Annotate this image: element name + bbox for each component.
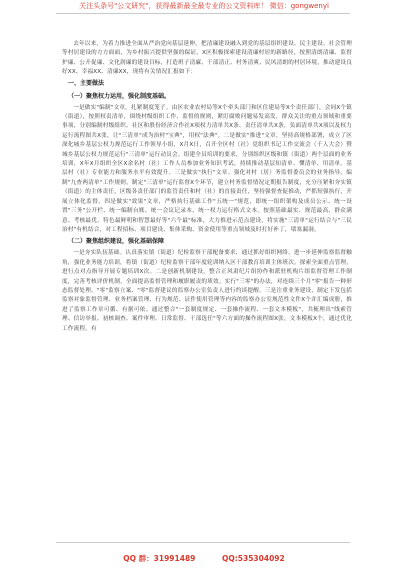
qq-group-number: QQ 群：31991489 (123, 554, 196, 563)
subsection-organization-paragraph: 一是夯实队伍基础。认真落实镇（街道）纪检监察干部配备要求，通过抓好组织网络，进一步延伸监察监督触角，强化业务能力培训，将镇（街道）纪检监察干部年度轮训纳入区干部教育培训主体班次。探索全面重点管理，进行点对点指导开展专题培训X次。二是创新机制建设。整合正风肃纪片组协作和派驻机构片组监督管理工作制度，完善考核评价机制，全面提高监督管理和履职履责的质效。实行"三零"的办法，对连续三个月"零"报告一种形态监督处理、"零"监察立案、"零"监督建议的监察办公室负责人进行约谈提醒。三是注重业务建设，制定下发包括监察对象监督管理、业务档案管理、行为规范、证件使用管理等内容的监察办公室规范性文件X个并汇编成册，推进了监察工作章可循、有据可依。通过整合"一套制度规定、一套操作流程、一套文本模板"，共梳理出"线索管理、信访举报、初核调查、案件审理、日常监督、干部选任"等六方面的操作流程图X张，文本模板X个，通过优化工作流程，有 (62, 250, 352, 332)
qq-contact-number: QQ:535304092 (222, 554, 285, 563)
intro-paragraph: 去年以来，为着力推进全面从严治党向基层延伸，把清廉建设融入到党的基层组织建设、民主建设、社会管理等村居建设的方方面面，为乡村振兴提供坚强的保证，X区积极探索建设清廉村居的新路径，按照清朗清廉、监督护廉、公开促廉、文化润廉的建设目标，打造班子清廉、干部清正、村务清爽、民风清朗的村居环境，推动建设良好XX、幸福XX、清廉XX，现将有关情况汇报如下： (62, 41, 352, 76)
contact-footer (0, 553, 408, 564)
subsection-heading-organization: （二）聚焦组织建设，强化基础保障 (68, 238, 165, 246)
section-heading-main-practices: 一、主要做法 (68, 79, 105, 87)
header-divider (56, 13, 350, 14)
footer-divider (56, 542, 350, 543)
document-body (62, 40, 352, 540)
promo-banner: 关注头条号"公文研究"，获得最新最全最专业的公文资料库！ 微信：gongwenyi (79, 2, 329, 10)
subsection-heading-power: （一）聚焦权力运用，强化制度基础。 (68, 92, 171, 100)
subsection-power-paragraph: 一是做实"编制"文章，扎紧制度笼子。由区农业农村局等X个牵头部门和区住建局等X个责任部门，会同X个镇（街道），按照权责清单，围绕村级组织工作、监督的规则，紧盯腐败问题易发高发，群众关注的重点领域和重要事项，分别编制村级组织、社区和股份经济合作社X项权力清单共X条、责任清单共X条，负面清单共X项以及权力运行流程图共X张，让"三清单"成为治村"宝典"，用权"法典"。二是做实"推进"文章，坚持高规格部署，成立了区深化城乡基层公权力规范运行工作领导小组，X月X日，召开全区村（社）党组织书记工作交流会（千人大会）暨城乡基层公权力规范运行"三清单"运行动员会。组建全员培训的要求，分别组织区级和镇（街道）两个层面的业务培训，X年X月组织全区X余名村（社）工作人员参加业务知识考试，持续推动基层知清单、懂清单、用清单。基层村（社）专业能力和服务水平有效提升。三是做实"执行"文章。强化对村（居）务监督委员会的业务指导，编制"九查两清单"工作规则，制定"三清单"运行监督X个环节，建立村务监督情况定期报告制度，充分压紧和夯实镇（街道）的主体责任，区级各责任部门的监管责任和村（社）的直接责任，坚持强督查促推动，严抓短强执行，开展立体化监督。四是做实"效果"文章，严格执行基础工作"五统一"规范，即统一组织架构及成员公示、统一设置"三务"公开栏、统一编制台账、统一会议记录本、统一权力运行格式文本。按照基础最实、规范最高、群众满意、考核最优、特色最鲜明和智慧最好等"六个最"标准，大力推进示范点建设，将实施"三清单"运行结合与"三民治村"有机结合，对工程招标、项目建设、集体采购、资金使用等重点领域及时打好补丁，堵塞漏洞。 (62, 104, 352, 233)
